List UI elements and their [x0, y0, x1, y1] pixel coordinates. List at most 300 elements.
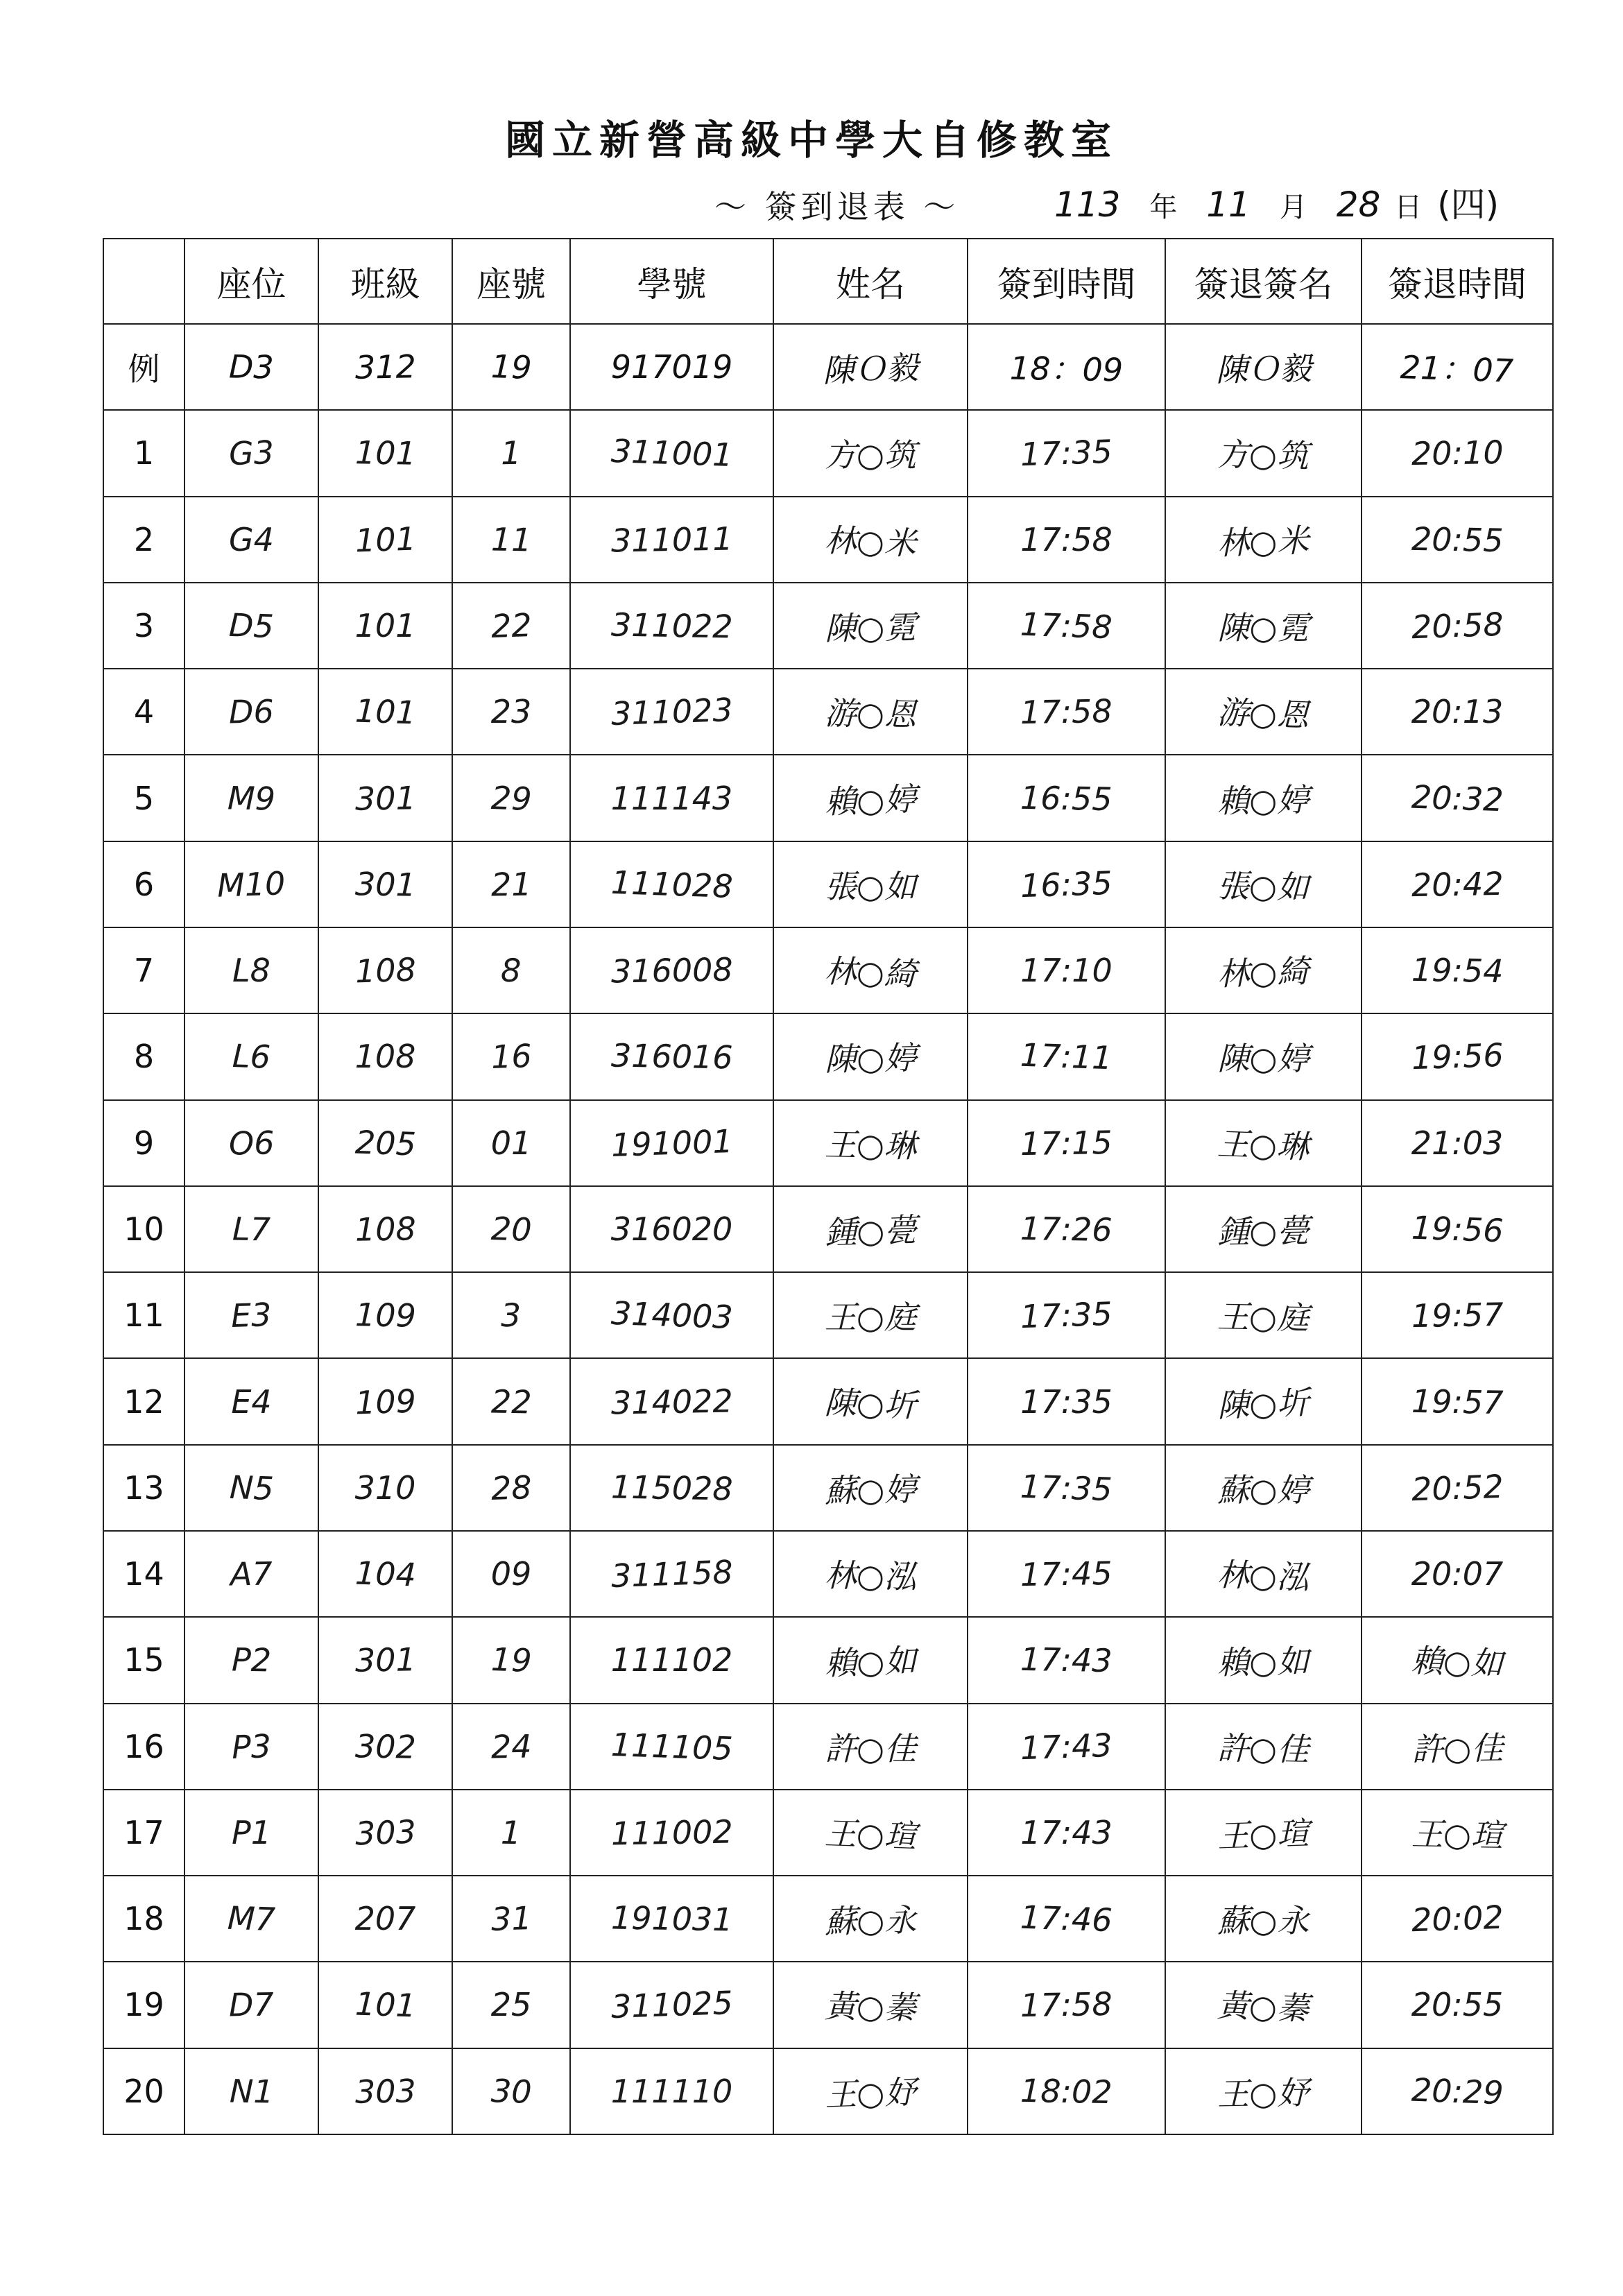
- sign-out-time-text: 20:13: [1411, 693, 1504, 731]
- sign-in-time-cell: [968, 497, 1165, 583]
- sign-out-time-cell: [1362, 1100, 1553, 1186]
- date-day: 28: [1336, 185, 1381, 225]
- student-id-cell: [570, 1186, 773, 1272]
- sign-out-time-text: 20:32: [1410, 778, 1504, 819]
- seat-number-cell: [452, 1790, 570, 1876]
- table-row: [103, 841, 1553, 927]
- seat-text: P2: [231, 1640, 272, 1679]
- column-header-name: 姓名: [773, 239, 968, 324]
- seat-number-text: 20: [490, 1209, 533, 1249]
- name-text: 陳Ｏ毅: [822, 348, 920, 390]
- sign-in-time-text: 17:26: [1020, 1209, 1113, 1249]
- sign-out-signature-text: 林○米: [1217, 521, 1310, 562]
- sign-out-time-text: 20:55: [1411, 520, 1504, 559]
- sign-out-time-text: 20:10: [1411, 434, 1504, 473]
- name-text: 林○米: [823, 521, 917, 562]
- seat-cell: [184, 324, 318, 410]
- class-cell: [318, 1876, 452, 1962]
- name-cell: [773, 1272, 968, 1358]
- row-number: 4: [103, 669, 184, 755]
- sign-in-time-text: 17:35: [1020, 1382, 1113, 1421]
- sign-in-time-text: 17:58: [1020, 605, 1113, 646]
- seat-text: D5: [228, 606, 275, 646]
- sign-out-time-text: 21：07: [1400, 348, 1515, 390]
- sign-out-signature-text: 張○如: [1217, 866, 1309, 906]
- seat-number-text: 22: [490, 1382, 532, 1421]
- seat-number-cell: [452, 1272, 570, 1358]
- column-header-seat: 座位: [184, 239, 318, 324]
- sign-out-signature-text: 林○泓: [1217, 1555, 1310, 1597]
- class-cell: [318, 583, 452, 669]
- sign-out-signature-text: 陳○霓: [1217, 608, 1309, 646]
- seat-number-cell: [452, 1531, 570, 1617]
- seat-number-cell: [452, 1962, 570, 2048]
- sign-out-time-text: 20:55: [1411, 1986, 1504, 2024]
- student-id-text: 111102: [610, 1641, 733, 1679]
- sign-out-signature-cell: [1165, 841, 1362, 927]
- name-text: 陳○圻: [823, 1383, 917, 1424]
- sign-in-time-text: 17:43: [1020, 1813, 1113, 1851]
- sign-out-signature-cell: [1165, 583, 1362, 669]
- sign-out-signature-cell: [1165, 1358, 1362, 1444]
- seat-cell: [184, 1013, 318, 1099]
- class-cell: [318, 1013, 452, 1099]
- sign-out-signature-cell: [1165, 1100, 1362, 1186]
- seat-number-cell: [452, 669, 570, 755]
- student-id-text: 311001: [610, 432, 734, 474]
- sign-out-time-text: 王○瑄: [1411, 1815, 1504, 1855]
- seat-text: O6: [228, 1124, 275, 1163]
- table-row: [103, 1790, 1553, 1876]
- sign-out-signature-cell: [1165, 755, 1362, 841]
- sign-in-time-text: 18：09: [1009, 349, 1124, 389]
- seat-cell: [184, 1358, 318, 1444]
- sign-out-signature-text: 陳○婷: [1217, 1040, 1309, 1078]
- column-header-sign-out-signature: 簽退簽名: [1165, 239, 1362, 324]
- name-cell: [773, 1100, 968, 1186]
- sign-in-time-cell: [968, 841, 1165, 927]
- seat-number-cell: [452, 841, 570, 927]
- seat-text: L8: [232, 952, 270, 990]
- name-cell: [773, 1704, 968, 1790]
- class-text: 101: [354, 1985, 417, 2025]
- sign-out-time-text: 19:56: [1410, 1208, 1504, 1250]
- sign-out-signature-cell: [1165, 497, 1362, 583]
- sign-out-signature-cell: [1165, 324, 1362, 410]
- sign-out-time-cell: [1362, 1704, 1553, 1790]
- seat-text: N5: [228, 1468, 275, 1507]
- sign-out-signature-cell: [1165, 1962, 1362, 2048]
- seat-number-text: 01: [490, 1124, 532, 1162]
- class-cell: [318, 2048, 452, 2134]
- seat-cell: [184, 927, 318, 1013]
- class-text: 101: [354, 520, 417, 560]
- seat-number-text: 23: [490, 693, 532, 731]
- sign-in-time-text: 17:43: [1020, 1640, 1113, 1680]
- table-row: [103, 410, 1553, 496]
- name-cell: [773, 1186, 968, 1272]
- sign-out-signature-text: 游○恩: [1217, 693, 1310, 735]
- name-text: 賴○婷: [824, 780, 918, 821]
- sign-out-signature-text: 賴○如: [1217, 1643, 1310, 1682]
- seat-text: D3: [228, 348, 275, 386]
- student-id-text: 191001: [610, 1122, 734, 1164]
- class-text: 302: [354, 1727, 416, 1766]
- seat-number-cell: [452, 1013, 570, 1099]
- name-cell: [773, 583, 968, 669]
- name-text: 王○妤: [824, 2073, 918, 2114]
- class-cell: [318, 669, 452, 755]
- student-id-cell: [570, 1790, 773, 1876]
- sign-out-time-text: 20:07: [1411, 1555, 1504, 1593]
- name-cell: [773, 669, 968, 755]
- student-id-text: 316020: [610, 1210, 733, 1248]
- seat-number-cell: [452, 755, 570, 841]
- name-cell: [773, 1531, 968, 1617]
- seat-number-text: 11: [490, 520, 532, 559]
- seat-text: M10: [216, 864, 286, 905]
- class-text: 101: [354, 606, 416, 644]
- sign-in-time-cell: [968, 1876, 1165, 1962]
- sign-in-time-text: 16:35: [1020, 864, 1113, 905]
- sign-in-time-cell: [968, 1617, 1165, 1703]
- name-text: 游○恩: [824, 694, 917, 734]
- seat-text: P1: [231, 1813, 271, 1851]
- seat-cell: [184, 1876, 318, 1962]
- sign-out-time-cell: [1362, 497, 1553, 583]
- student-id-text: 115028: [610, 1468, 733, 1508]
- sign-out-signature-cell: [1165, 1186, 1362, 1272]
- seat-cell: [184, 1704, 318, 1790]
- table-row: [103, 1013, 1553, 1099]
- student-id-text: 311023: [610, 691, 734, 733]
- name-cell: [773, 1358, 968, 1444]
- column-header-class: 班級: [318, 239, 452, 324]
- sign-in-time-text: 18:02: [1020, 2071, 1113, 2111]
- table-row: [103, 583, 1553, 669]
- table-row: [103, 1531, 1553, 1617]
- class-text: 312: [354, 348, 416, 386]
- student-id-cell: [570, 1358, 773, 1444]
- name-cell: [773, 497, 968, 583]
- seat-number-cell: [452, 1445, 570, 1531]
- sign-in-time-text: 17:43: [1020, 1726, 1113, 1767]
- sign-in-time-cell: [968, 410, 1165, 496]
- sign-out-signature-text: 黃○蓁: [1217, 1987, 1310, 2028]
- name-text: 林○泓: [824, 1556, 917, 1596]
- row-number: 10: [103, 1186, 184, 1272]
- table-row: [103, 1272, 1553, 1358]
- seat-cell: [184, 755, 318, 841]
- seat-text: N1: [229, 2072, 274, 2111]
- student-id-cell: [570, 583, 773, 669]
- sign-in-time-cell: [968, 755, 1165, 841]
- sign-in-time-text: 17:45: [1020, 1554, 1113, 1594]
- name-cell: [773, 1876, 968, 1962]
- sign-out-time-cell: [1362, 2048, 1553, 2134]
- name-text: 賴○如: [824, 1642, 918, 1683]
- table-row: [103, 669, 1553, 755]
- sign-out-signature-text: 蘇○永: [1217, 1902, 1309, 1940]
- sign-in-time-cell: [968, 1013, 1165, 1099]
- student-id-text: 311022: [610, 606, 733, 646]
- sign-in-time-text: 17:58: [1020, 1985, 1113, 2025]
- table-row: [103, 497, 1553, 583]
- seat-text: M7: [227, 1899, 276, 1939]
- date-year: 113: [1054, 185, 1121, 225]
- class-cell: [318, 497, 452, 583]
- sign-out-signature-text: 賴○婷: [1217, 780, 1310, 820]
- seat-cell: [184, 1617, 318, 1703]
- table-row: [103, 1100, 1553, 1186]
- sign-out-time-cell: [1362, 410, 1553, 496]
- seat-number-text: 1: [500, 434, 522, 472]
- seat-text: D7: [228, 1985, 275, 2025]
- sign-out-signature-text: 鍾○甍: [1217, 1211, 1310, 1251]
- student-id-text: 917019: [610, 348, 733, 386]
- class-cell: [318, 841, 452, 927]
- seat-number-cell: [452, 583, 570, 669]
- name-cell: [773, 1445, 968, 1531]
- name-cell: [773, 927, 968, 1013]
- row-number: 11: [103, 1272, 184, 1358]
- seat-cell: [184, 1186, 318, 1272]
- class-cell: [318, 1790, 452, 1876]
- student-id-cell: [570, 410, 773, 496]
- seat-number-text: 28: [490, 1468, 533, 1507]
- name-cell: [773, 2048, 968, 2134]
- seat-number-text: 1: [500, 1813, 522, 1852]
- sign-in-time-text: 17:35: [1020, 433, 1113, 474]
- sign-out-time-text: 20:29: [1410, 2071, 1504, 2112]
- seat-text: G3: [228, 434, 275, 473]
- name-text: 王○庭: [824, 1299, 917, 1337]
- class-text: 207: [354, 1900, 416, 1938]
- class-cell: [318, 410, 452, 496]
- student-id-cell: [570, 927, 773, 1013]
- column-header-index: [103, 239, 184, 324]
- sign-out-time-text: 21:03: [1411, 1124, 1504, 1162]
- sign-in-time-cell: [968, 1531, 1165, 1617]
- seat-number-cell: [452, 1704, 570, 1790]
- student-id-text: 111028: [610, 863, 734, 905]
- student-id-cell: [570, 2048, 773, 2134]
- sign-out-time-cell: [1362, 583, 1553, 669]
- class-cell: [318, 1531, 452, 1617]
- class-text: 205: [354, 1123, 417, 1163]
- seat-number-text: 19: [490, 348, 533, 387]
- seat-cell: [184, 1962, 318, 2048]
- table-row: [103, 1445, 1553, 1531]
- seat-text: E3: [230, 1296, 273, 1335]
- sign-out-time-text: 19:57: [1411, 1296, 1504, 1335]
- seat-cell: [184, 497, 318, 583]
- student-id-cell: [570, 1272, 773, 1358]
- class-text: 301: [354, 865, 416, 904]
- row-number: 14: [103, 1531, 184, 1617]
- sign-out-time-cell: [1362, 927, 1553, 1013]
- row-number: 12: [103, 1358, 184, 1444]
- name-text: 林○綺: [823, 952, 917, 993]
- class-text: 101: [354, 434, 416, 473]
- name-text: 王○琳: [824, 1125, 917, 1165]
- column-header-student-id: 學號: [570, 239, 773, 324]
- row-number: 16: [103, 1704, 184, 1790]
- name-cell: [773, 324, 968, 410]
- seat-number-text: 8: [500, 951, 522, 990]
- seat-cell: [184, 841, 318, 927]
- sign-in-time-text: 17:46: [1020, 1898, 1113, 1939]
- seat-text: A7: [230, 1554, 273, 1593]
- row-number: 18: [103, 1876, 184, 1962]
- table-row: [103, 2048, 1553, 2134]
- sign-out-time-cell: [1362, 1962, 1553, 2048]
- seat-text: L6: [232, 1037, 271, 1077]
- date-month: 11: [1206, 185, 1251, 225]
- table-row: [103, 1704, 1553, 1790]
- sign-out-signature-cell: [1165, 1790, 1362, 1876]
- class-cell: [318, 1186, 452, 1272]
- student-id-cell: [570, 1100, 773, 1186]
- student-id-cell: [570, 1013, 773, 1099]
- class-text: 108: [354, 1038, 416, 1076]
- sign-in-time-text: 17:58: [1020, 692, 1113, 732]
- sign-out-time-text: 19:56: [1410, 1036, 1504, 1077]
- student-id-cell: [570, 669, 773, 755]
- student-id-text: 111143: [610, 779, 733, 817]
- student-id-cell: [570, 324, 773, 410]
- class-text: 310: [354, 1468, 416, 1507]
- sign-out-signature-text: 陳Ｏ毅: [1215, 349, 1312, 389]
- name-text: 蘇○永: [824, 1901, 917, 1941]
- student-id-cell: [570, 1617, 773, 1703]
- seat-number-text: 24: [490, 1727, 532, 1766]
- seat-number-cell: [452, 1100, 570, 1186]
- sign-out-time-text: 20:42: [1411, 864, 1504, 904]
- seat-cell: [184, 410, 318, 496]
- student-id-cell: [570, 1704, 773, 1790]
- seat-cell: [184, 1790, 318, 1876]
- date-day-label: 日: [1394, 191, 1423, 223]
- row-number: 15: [103, 1617, 184, 1703]
- class-cell: [318, 1358, 452, 1444]
- sign-out-signature-text: 陳○圻: [1217, 1383, 1310, 1424]
- name-text: 方○筑: [824, 436, 917, 474]
- class-text: 301: [354, 778, 416, 818]
- seat-text: D6: [228, 692, 275, 731]
- sign-in-time-text: 17:11: [1020, 1036, 1113, 1077]
- name-text: 王○瑄: [823, 1814, 917, 1856]
- sign-in-time-text: 17:35: [1020, 1467, 1113, 1509]
- date-line: [1054, 177, 1499, 227]
- sign-out-time-text: 19:57: [1411, 1382, 1504, 1421]
- date-year-label: 年: [1149, 191, 1178, 223]
- sign-out-signature-text: 王○瑄: [1217, 1814, 1310, 1856]
- sign-in-time-text: 17:10: [1020, 952, 1113, 990]
- row-number: 5: [103, 755, 184, 841]
- sign-out-signature-cell: [1165, 1617, 1362, 1703]
- table-row: [103, 927, 1553, 1013]
- student-id-text: 111105: [610, 1725, 734, 1767]
- sign-in-time-cell: [968, 1962, 1165, 2048]
- sign-out-time-cell: [1362, 1876, 1553, 1962]
- sign-out-signature-text: 王○琳: [1217, 1124, 1310, 1165]
- sign-out-signature-cell: [1165, 1704, 1362, 1790]
- student-id-cell: [570, 1962, 773, 2048]
- seat-cell: [184, 1531, 318, 1617]
- row-number: 19: [103, 1962, 184, 2048]
- sign-out-signature-cell: [1165, 1272, 1362, 1358]
- class-text: 108: [354, 1210, 416, 1249]
- seat-number-cell: [452, 927, 570, 1013]
- sign-out-signature-cell: [1165, 1531, 1362, 1617]
- table-row: [103, 1962, 1553, 2048]
- seat-number-text: 29: [490, 778, 533, 818]
- seat-number-text: 25: [490, 1986, 532, 2024]
- sign-in-time-cell: [968, 1704, 1165, 1790]
- student-id-cell: [570, 1445, 773, 1531]
- sign-out-time-text: 20:58: [1410, 605, 1504, 646]
- sign-in-time-cell: [968, 927, 1165, 1013]
- sign-in-time-cell: [968, 324, 1165, 410]
- seat-number-text: 21: [490, 865, 532, 904]
- seat-number-cell: [452, 497, 570, 583]
- sign-out-signature-cell: [1165, 410, 1362, 496]
- sign-out-signature-text: 許○佳: [1217, 1729, 1309, 1768]
- row-number: 7: [103, 927, 184, 1013]
- seat-number-cell: [452, 1358, 570, 1444]
- student-id-cell: [570, 1876, 773, 1962]
- row-number: 2: [103, 497, 184, 583]
- name-text: 黃○蓁: [824, 1987, 917, 2027]
- name-cell: [773, 1617, 968, 1703]
- row-number: 1: [103, 410, 184, 496]
- seat-number-cell: [452, 410, 570, 496]
- table-row: [103, 1186, 1553, 1272]
- row-number: 13: [103, 1445, 184, 1531]
- name-text: 陳○霓: [824, 608, 917, 648]
- sign-out-signature-text: 方○筑: [1217, 436, 1309, 475]
- sign-out-time-text: 20:02: [1410, 1898, 1504, 1939]
- name-text: 蘇○婷: [824, 1470, 917, 1509]
- sign-out-signature-cell: [1165, 1013, 1362, 1099]
- seat-number-text: 16: [490, 1037, 533, 1077]
- seat-number-cell: [452, 1617, 570, 1703]
- name-cell: [773, 841, 968, 927]
- seat-text: G4: [229, 520, 274, 558]
- table-row: [103, 1617, 1553, 1703]
- sign-out-time-cell: [1362, 324, 1553, 410]
- name-cell: [773, 1962, 968, 2048]
- seat-number-text: 22: [490, 606, 533, 645]
- sign-out-time-text: 19:54: [1411, 950, 1504, 991]
- student-id-cell: [570, 497, 773, 583]
- sign-out-signature-cell: [1165, 1876, 1362, 1962]
- seat-text: M9: [227, 778, 276, 818]
- sign-out-signature-cell: [1165, 669, 1362, 755]
- name-cell: [773, 410, 968, 496]
- sign-in-time-cell: [968, 2048, 1165, 2134]
- class-cell: [318, 1704, 452, 1790]
- sign-out-signature-cell: [1165, 1445, 1362, 1531]
- student-id-cell: [570, 1531, 773, 1617]
- class-text: 109: [354, 1381, 417, 1422]
- class-cell: [318, 1272, 452, 1358]
- sign-out-time-cell: [1362, 1013, 1553, 1099]
- row-number: 6: [103, 841, 184, 927]
- class-text: 108: [354, 950, 417, 991]
- seat-number-text: 19: [490, 1640, 533, 1680]
